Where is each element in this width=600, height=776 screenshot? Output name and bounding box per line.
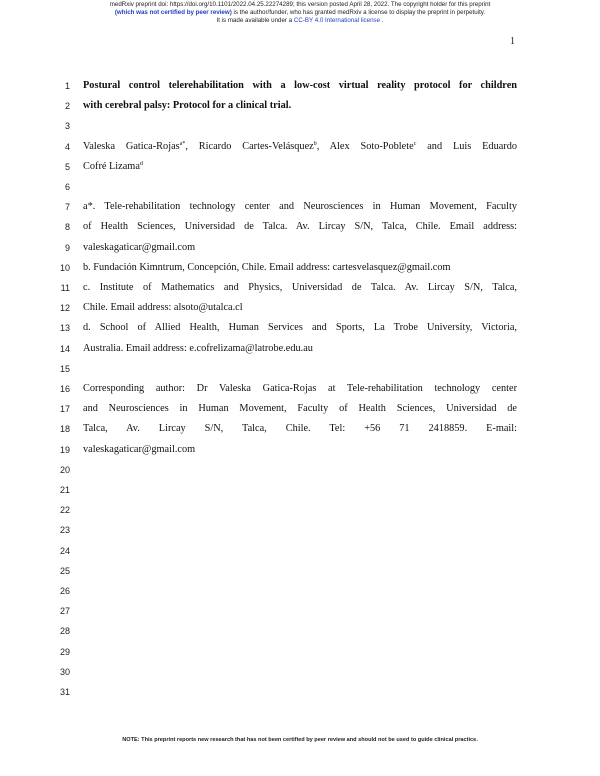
affiliation-b: b. Fundación Kimntrum, Concepción, Chile. Email address: cartesvelasquez@gmail.com xyxy=(83,262,451,273)
preprint-header-line1: medRxiv preprint doi: https://doi.org/10.1101/2022.04.25.22274289; this version posted April 28, 2022. The copyright holder for this preprint xyxy=(109,1,491,8)
line-number: 25 xyxy=(59,566,70,576)
author-name: Valeska Gatica-Rojas xyxy=(83,141,180,152)
author-name: and Luis Eduardo xyxy=(416,141,517,152)
line-number: 16 xyxy=(59,384,70,394)
line-number: 3 xyxy=(64,121,70,131)
line-number: 30 xyxy=(59,667,70,677)
line-number: 1 xyxy=(64,81,70,91)
line-number: 10 xyxy=(59,263,70,273)
page-number: 1 xyxy=(510,36,515,47)
affiliation-a-line2: of Health Sciences, Universidad de Talca. Av. Lircay S/N, Talca, Chile. Email address: xyxy=(83,221,517,232)
author-list xyxy=(83,141,517,153)
line-number: 7 xyxy=(64,202,70,212)
line-number: 24 xyxy=(59,546,70,556)
line-number: 28 xyxy=(59,626,70,636)
line-number: 29 xyxy=(59,647,70,657)
author-list-line2 xyxy=(83,161,517,173)
author-affiliation-mark: b xyxy=(313,141,317,147)
author-affiliation-mark: a* xyxy=(179,141,186,147)
affiliation-a-line1: a*. Tele-rehabilitation technology center and Neurosciences in Human Movement, Faculty xyxy=(83,201,517,212)
affiliation-a-email[interactable]: valeskagaticar@gmail.com xyxy=(83,242,196,253)
line-number: 18 xyxy=(59,424,70,434)
line-number: 8 xyxy=(64,222,70,232)
line-number: 22 xyxy=(59,505,70,515)
affiliation-d-line2: Australia. Email address: e.cofrelizama@latrobe.edu.au xyxy=(83,343,313,354)
line-number: 31 xyxy=(59,687,70,697)
author-name: , Ricardo Cartes-Velásquez xyxy=(185,141,314,152)
line-number: 26 xyxy=(59,586,70,596)
line-number: 2 xyxy=(64,101,70,111)
corresponding-author-email[interactable]: valeskagaticar@gmail.com xyxy=(83,444,196,455)
line-number: 4 xyxy=(64,142,70,152)
license-notice: is the author/funder, who has granted medRxiv a license to display the preprint in perpetuity. xyxy=(231,9,486,16)
line-number: 5 xyxy=(64,162,70,172)
corresponding-author-line1: Corresponding author: Dr Valeska Gatica-Rojas at Tele-rehabilitation technology center xyxy=(83,383,517,394)
corresponding-author-line2: and Neurosciences in Human Movement, Faculty of Health Sciences, Universidad de xyxy=(83,403,517,414)
paper-title-line2: with cerebral palsy: Protocol for a clinical trial. xyxy=(83,100,292,111)
line-number: 20 xyxy=(59,465,70,475)
line-number: 13 xyxy=(59,323,70,333)
line-number: 11 xyxy=(60,283,70,293)
affiliation-d-line1: d. School of Allied Health, Human Services and Sports, La Trobe University, Victoria, xyxy=(83,322,517,333)
peer-review-notice: (which was not certified by peer review) xyxy=(114,9,232,16)
author-affiliation-mark: c xyxy=(413,141,417,147)
author-affiliation-mark: d xyxy=(139,161,143,167)
preprint-header-line3: It is made available under a CC-BY 4.0 International license . xyxy=(216,17,384,24)
line-number: 15 xyxy=(59,364,70,374)
line-number: 9 xyxy=(64,243,70,253)
line-number: 19 xyxy=(59,445,70,455)
affiliation-c-line2: Chile. Email address: alsoto@utalca.cl xyxy=(83,302,243,313)
license-link[interactable]: CC-BY 4.0 International license xyxy=(293,17,381,24)
author-name: , Alex Soto-Poblete xyxy=(316,141,414,152)
line-number: 21 xyxy=(59,485,70,495)
line-number: 6 xyxy=(64,182,70,192)
line-number: 12 xyxy=(59,303,70,313)
paper-title-line1: Postural control telerehabilitation with a low-cost virtual reality protocol for children xyxy=(83,80,517,91)
preprint-header xyxy=(0,1,600,25)
author-name: Cofré Lizama xyxy=(83,161,140,172)
preprint-footer-note: NOTE: This preprint reports new research that has not been certified by peer review and should not be used to guide clinical practice. xyxy=(122,737,478,743)
preprint-header-line2 xyxy=(0,9,600,17)
affiliation-c-line1: c. Institute of Mathematics and Physics, Universidad de Talca. Av. Lircay S/N, Talca, xyxy=(83,282,517,293)
line-number: 23 xyxy=(59,525,70,535)
line-number: 17 xyxy=(59,404,70,414)
line-number: 27 xyxy=(59,606,70,616)
line-number: 14 xyxy=(59,344,70,354)
corresponding-author-line3: Talca, Av. Lircay S/N, Talca, Chile. Tel: +56 71 2418859. E-mail: xyxy=(83,423,517,434)
